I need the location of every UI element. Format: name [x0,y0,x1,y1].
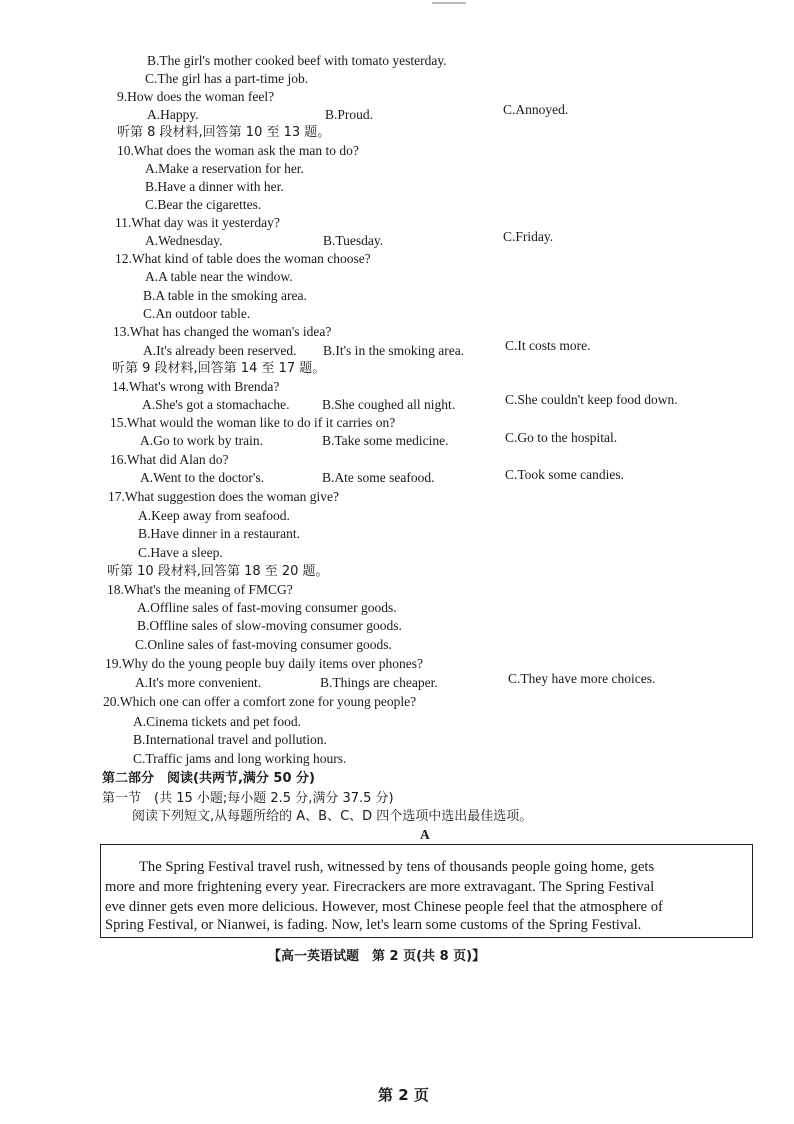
q8-option-c: C.The girl has a part-time job. [145,71,309,86]
q9-stem: 9.How does the woman feel? [117,89,275,104]
section-10-heading: 听第 10 段材料,回答第 18 至 20 题。 [107,564,329,579]
page-number-label: 第 2 页 [378,1086,429,1104]
q17-stem: 17.What suggestion does the woman give? [108,489,339,504]
q15-option-c: C.Go to the hospital. [505,430,618,445]
q10-option-a: A.Make a reservation for her. [145,161,304,176]
q14-option-b: B.She coughed all night. [322,397,456,412]
q10-option-b: B.Have a dinner with her. [145,179,284,194]
passage-line-1: The Spring Festival travel rush, witnessed by tens of thousands people going home, gets [139,859,655,875]
q15-stem: 15.What would the woman like to do if it carries on? [110,415,396,430]
q17-option-a: A.Keep away from seafood. [138,508,290,523]
q17-option-b: B.Have dinner in a restaurant. [138,526,300,541]
q14-option-a: A.She's got a stomachache. [142,397,290,412]
q8-option-b: B.The girl's mother cooked beef with tomato yesterday. [147,53,447,68]
q19-stem: 19.Why do the young people buy daily items over phones? [105,656,423,671]
page-footer: 【高一英语试题 第 2 页(共 8 页)】 [268,949,486,964]
q17-option-c: C.Have a sleep. [138,545,223,560]
q16-option-a: A.Went to the doctor's. [140,470,264,485]
q16-option-c: C.Took some candies. [505,467,625,482]
q12-option-c: C.An outdoor table. [143,306,251,321]
q14-option-c: C.She couldn't keep food down. [505,392,678,407]
q14-stem: 14.What's wrong with Brenda? [112,379,280,394]
q11-option-a: A.Wednesday. [145,233,223,248]
passage-letter: A [420,827,430,842]
q16-stem: 16.What did Alan do? [110,452,229,467]
q13-option-a: A.It's already been reserved. [143,343,297,358]
section-1-heading: 第一节 (共 15 小题;每小题 2.5 分,满分 37.5 分) [102,791,394,806]
section-9-heading: 听第 9 段材料,回答第 14 至 17 题。 [112,361,326,376]
q12-option-b: B.A table in the smoking area. [143,288,307,303]
q13-stem: 13.What has changed the woman's idea? [113,324,332,339]
q13-option-b: B.It's in the smoking area. [323,343,465,358]
section-8-heading: 听第 8 段材料,回答第 10 至 13 题。 [117,125,331,140]
q19-option-a: A.It's more convenient. [135,675,262,690]
q18-stem: 18.What's the meaning of FMCG? [107,582,293,597]
q18-option-c: C.Online sales of fast-moving consumer goods. [135,637,392,652]
passage-line-3: eve dinner gets even more delicious. However, most Chinese people feel that the atmosphere of [105,899,663,915]
q16-option-b: B.Ate some seafood. [322,470,435,485]
q10-stem: 10.What does the woman ask the man to do? [117,143,359,158]
passage-line-4: Spring Festival, or Nianwei, is fading. Now, let's learn some customs of the Spring Festival. [105,917,642,933]
reading-instruction: 阅读下列短文,从每题所给的 A、B、C、D 四个选项中选出最佳选项。 [132,809,533,824]
q19-option-b: B.Things are cheaper. [320,675,438,690]
q19-option-c: C.They have more choices. [508,671,656,686]
q9-option-a: A.Happy. [147,107,199,122]
q11-option-b: B.Tuesday. [323,233,384,248]
q15-option-a: A.Go to work by train. [140,433,263,448]
q18-option-a: A.Offline sales of fast-moving consumer goods. [137,600,397,615]
q9-option-b: B.Proud. [325,107,374,122]
passage-box [100,844,753,938]
q11-stem: 11.What day was it yesterday? [115,215,280,230]
q10-option-c: C.Bear the cigarettes. [145,197,262,212]
q20-option-b: B.International travel and pollution. [133,732,327,747]
q20-option-a: A.Cinema tickets and pet food. [133,714,301,729]
q12-option-a: A.A table near the window. [145,269,293,284]
q20-stem: 20.Which one can offer a comfort zone for young people? [103,694,417,709]
part-2-heading: 第二部分 阅读(共两节,满分 50 分) [102,771,315,786]
scan-mark [432,2,466,4]
q12-stem: 12.What kind of table does the woman choose? [115,251,371,266]
q11-option-c: C.Friday. [503,229,554,244]
q20-option-c: C.Traffic jams and long working hours. [133,751,347,766]
q13-option-c: C.It costs more. [505,338,591,353]
passage-line-2: more and more frightening every year. Firecrackers are more extravagant. The Spring Festival [105,879,655,895]
q9-option-c: C.Annoyed. [503,102,569,117]
q18-option-b: B.Offline sales of slow-moving consumer goods. [137,618,402,633]
q15-option-b: B.Take some medicine. [322,433,449,448]
